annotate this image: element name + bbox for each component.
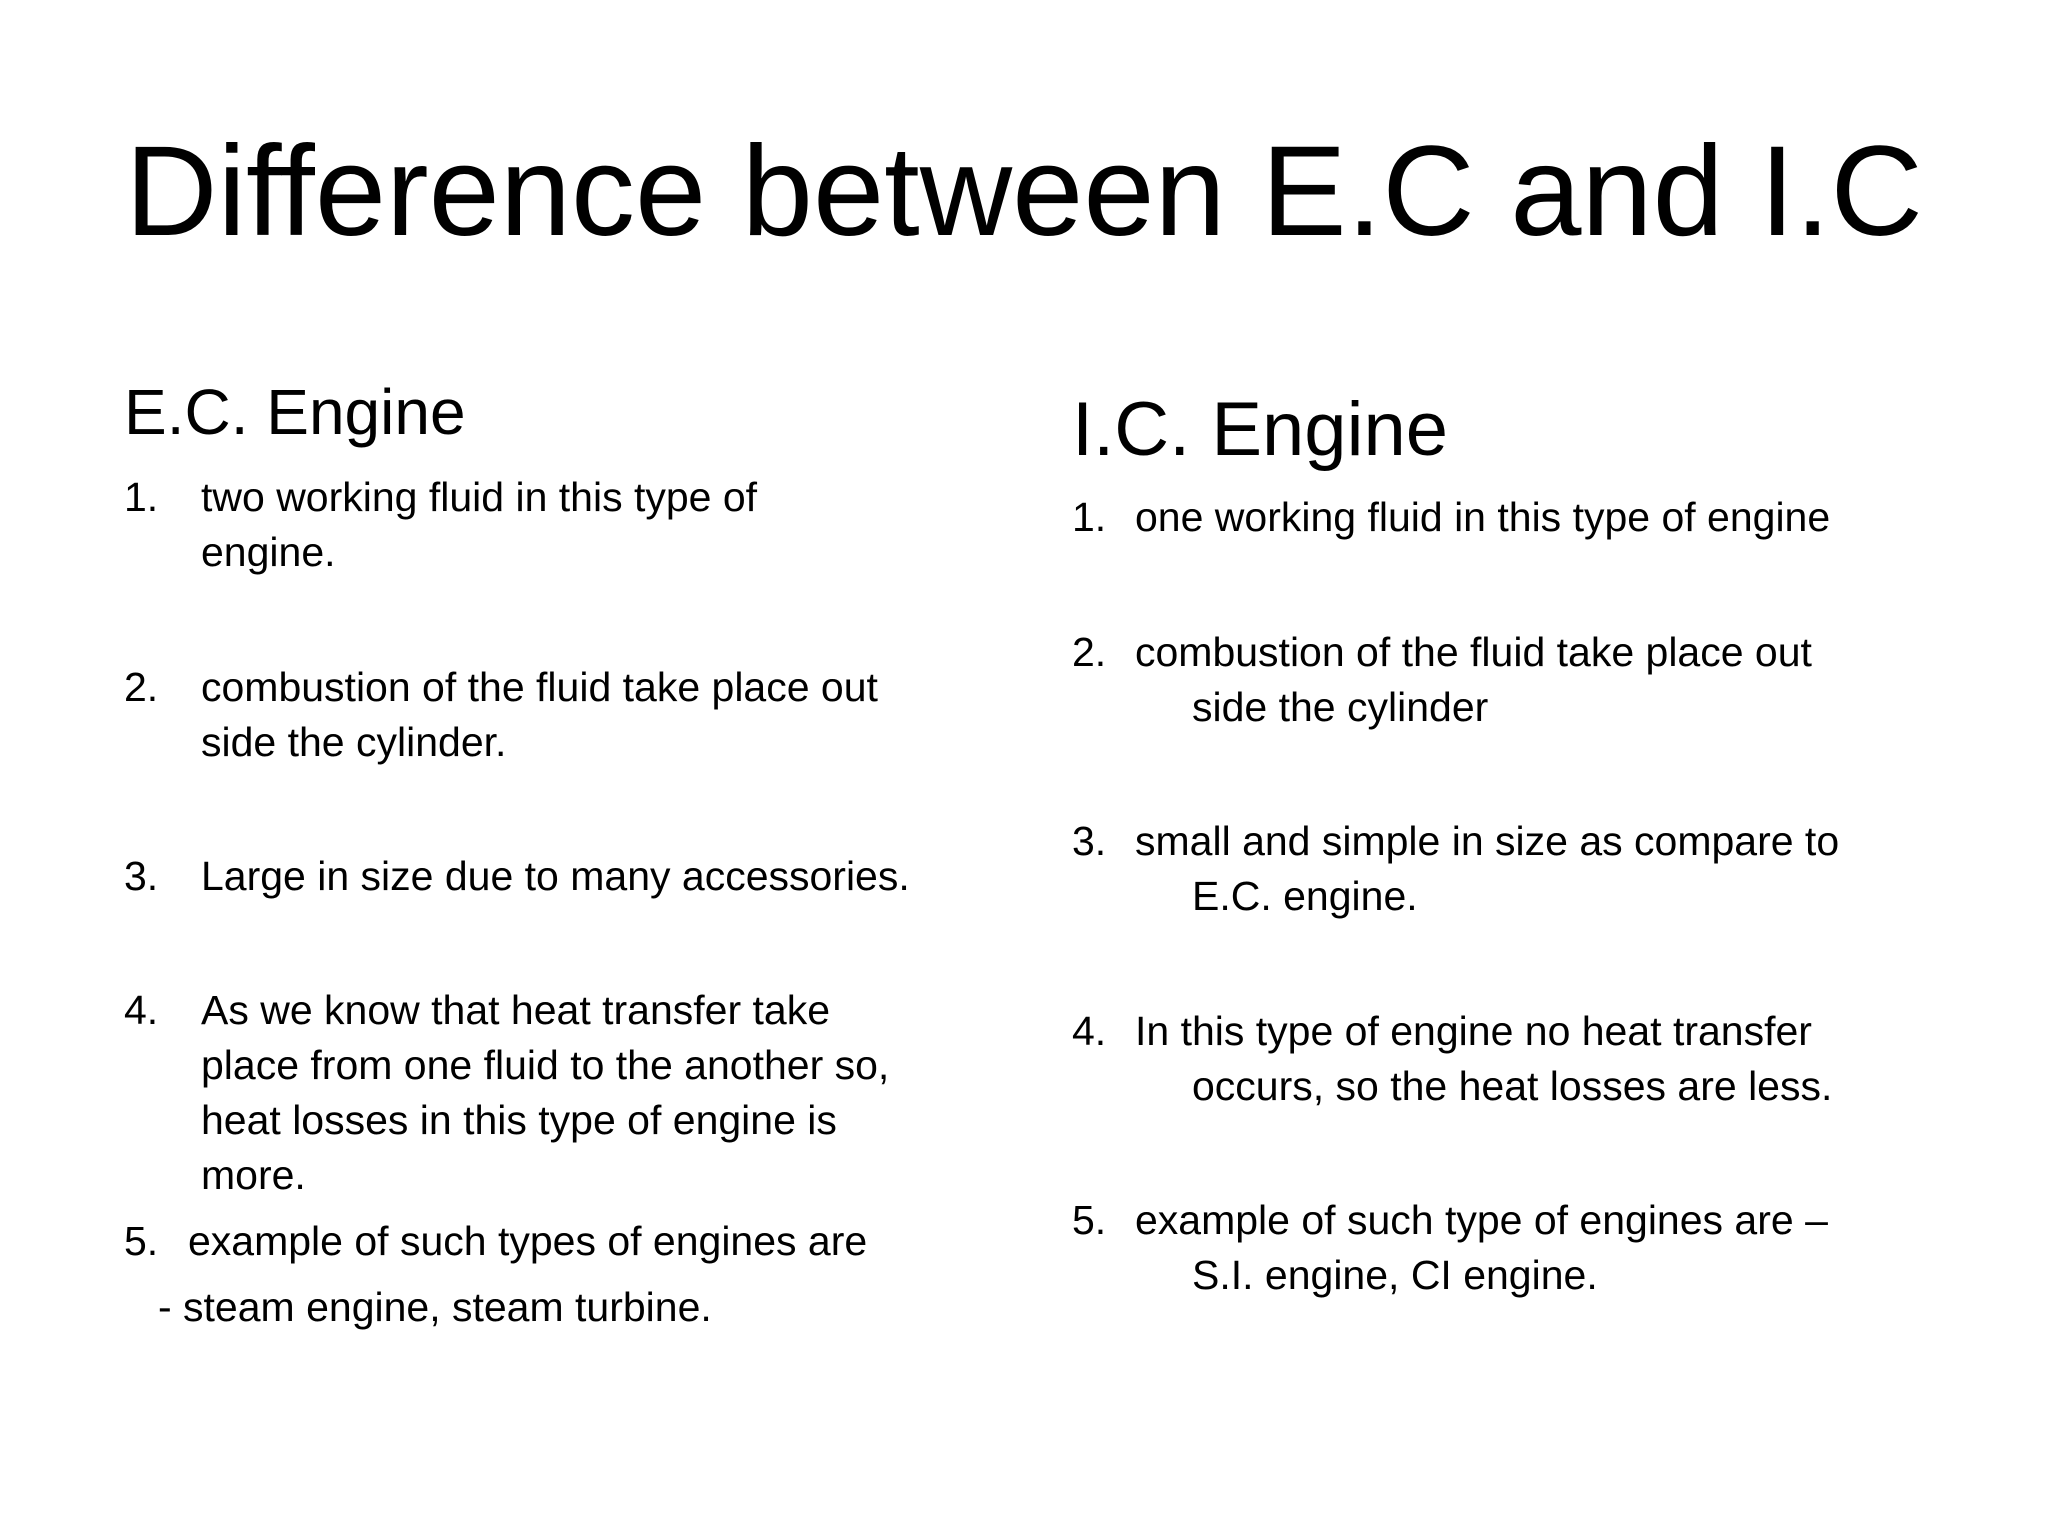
- ic-item-4-line-2: occurs, so the heat losses are less.: [1192, 1063, 1833, 1109]
- ic-item-5-text: [1135, 1193, 1828, 1303]
- slide-title: Difference between E.C and I.C: [125, 120, 1923, 263]
- ic-item-5-line-2: S.I. engine, CI engine.: [1192, 1252, 1598, 1298]
- ec-item-1-number: 1.: [124, 474, 159, 520]
- ic-item-2-line-1: combustion of the fluid take place out: [1135, 629, 1812, 675]
- ic-item-4-number: 4.: [1072, 1008, 1107, 1054]
- ec-item-1-line-2: engine.: [201, 529, 336, 575]
- ic-item-3-line-2: E.C. engine.: [1192, 873, 1418, 919]
- ec-item-4-text: [201, 983, 889, 1203]
- ic-item-1-line-1: one working fluid in this type of engine: [1135, 494, 1831, 540]
- ec-engine-heading: E.C. Engine: [124, 376, 466, 448]
- ic-item-2-text: [1135, 625, 1812, 735]
- ec-item-4-line-2: place from one fluid to the another so,: [201, 1042, 890, 1088]
- ec-item-2-text: [201, 660, 878, 770]
- ec-item-1-text: [201, 470, 757, 580]
- ic-item-3-number: 3.: [1072, 818, 1107, 864]
- ec-item-5-examples: - steam engine, steam turbine.: [158, 1284, 712, 1330]
- ec-item-3-number: 3.: [124, 853, 159, 899]
- ic-item-4-line-1: In this type of engine no heat transfer: [1135, 1008, 1812, 1054]
- ec-item-4-line-3: heat losses in this type of engine is: [201, 1097, 837, 1143]
- ic-engine-heading: I.C. Engine: [1072, 387, 1448, 472]
- ic-item-3-line-1: small and simple in size as compare to: [1135, 818, 1840, 864]
- ec-item-3-line-1: Large in size due to many accessories.: [201, 853, 910, 899]
- ic-item-5-line-1: example of such type of engines are –: [1135, 1197, 1828, 1243]
- ec-item-5-text: [188, 1214, 867, 1269]
- ec-item-1-line-1: two working fluid in this type of: [201, 474, 758, 520]
- ic-item-1-number: 1.: [1072, 494, 1107, 540]
- ec-item-2-line-1: combustion of the fluid take place out: [201, 664, 878, 710]
- ec-item-4-number: 4.: [124, 987, 159, 1033]
- ic-item-4-text: [1135, 1004, 1832, 1114]
- ec-item-2-line-2: side the cylinder.: [201, 719, 507, 765]
- ic-item-3-text: [1135, 814, 1839, 924]
- ec-item-5-number: 5.: [124, 1218, 159, 1264]
- ec-item-4-line-1: As we know that heat transfer take: [201, 987, 830, 1033]
- ec-item-3-text: [201, 849, 910, 904]
- ic-item-5-number: 5.: [1072, 1197, 1107, 1243]
- ic-item-1-text: [1135, 490, 1830, 545]
- ec-item-4-line-4: more.: [201, 1152, 306, 1198]
- ec-item-5-line-1: example of such types of engines are: [188, 1218, 868, 1264]
- ic-item-2-line-2: side the cylinder: [1192, 684, 1489, 730]
- ic-item-2-number: 2.: [1072, 629, 1107, 675]
- ec-item-2-number: 2.: [124, 664, 159, 710]
